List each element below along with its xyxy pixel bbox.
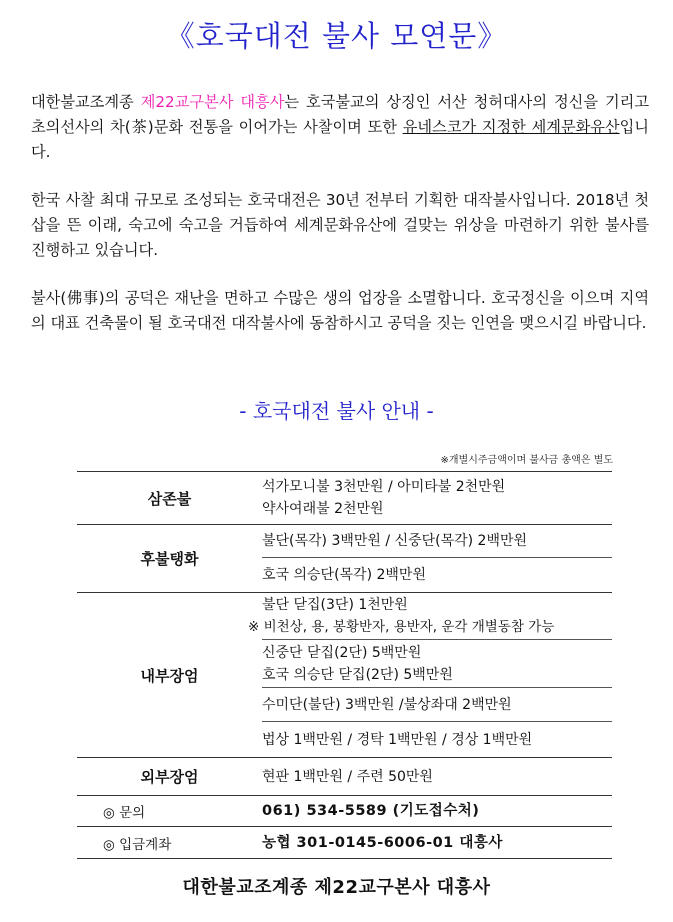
category-oebu: 외부장엄 [77, 758, 262, 796]
intro-paragraph-2: 한국 사찰 최대 규모로 조성되는 호국대전은 30년 전부터 기획한 대작불사입니다. 2018년 첫 삽을 뜬 이래, 숙고에 숙고을 거듭하여 세계문화유산에 걸맞는 위상을 마련하기 위한 불사를 진행하고 있습니다. [31, 191, 649, 259]
table-row [77, 758, 612, 796]
intro-text [31, 90, 649, 359]
table-row [77, 827, 612, 859]
guide-heading: - 호국대전 불사 안내 - [239, 399, 434, 423]
samjonbul-line-2: 약사여래불 2천만원 [262, 501, 384, 517]
table-row [77, 472, 612, 525]
naebu-item-2 [262, 640, 612, 688]
category-naebu: 내부장엄 [77, 593, 262, 758]
naebu-item-1-main: 불단 닫집(3단) 1천만원 [262, 597, 408, 613]
naebu-item-1 [248, 593, 612, 640]
donation-table [77, 471, 612, 859]
account-number: 농협 301-0145-6006-01 대흥사 [262, 827, 612, 859]
amount-note: ※개별시주금액이며 불사금 총액은 별도 [440, 455, 613, 466]
intro-p1-body: 는 호국불교의 상징인 서산 청허대사의 정신을 기리고 초의선사의 차(茶)문화 전통을 이어가는 사찰이며 또한 [31, 93, 650, 136]
samjonbul-items [262, 472, 612, 525]
naebu-item-4: 법상 1백만원 / 경탁 1백만원 / 경상 1백만원 [262, 722, 612, 758]
account-label: ◎ 입금계좌 [77, 827, 262, 859]
naebu-item-1-note: ※ 비천상, 용, 봉황반자, 용반자, 운각 개별동참 가능 [248, 619, 555, 635]
intro-paragraph-3: 불사(佛事)의 공덕은 재난을 면하고 수많은 생의 업장을 소멸합니다. 호국정신을 이으며 지역의 대표 건축물이 될 호국대전 대작불사에 동참하시고 공덕을 짓는 인연을 맺으시길 바랍니다. [31, 289, 649, 332]
page-title: 《호국대전 불사 모연문》 [165, 19, 508, 53]
table-row [77, 796, 612, 827]
intro-paragraph-1 [31, 90, 649, 165]
footer-signature: 대한불교조계종 제22교구본사 대흥사 [182, 877, 491, 898]
naebu-item-2-line-2: 호국 의승단 닫집(2단) 5백만원 [262, 666, 453, 683]
naebu-item-2-line-1: 신중단 닫집(2단) 5백만원 [262, 644, 422, 661]
hubul-item-1: 불단(목각) 3백만원 / 신중단(목각) 2백만원 [262, 525, 612, 558]
inquiry-phone: 061) 534-5589 (기도접수처) [262, 796, 612, 827]
intro-p1-unesco: 유네스코가 지정한 세계문화유산 [402, 118, 620, 136]
naebu-item-3: 수미단(불단) 3백만원 /불상좌대 2백만원 [262, 688, 612, 722]
table-row [77, 593, 612, 640]
category-samjonbul: 삼존불 [77, 472, 262, 525]
table-row [77, 525, 612, 558]
intro-p1-order: 대한불교조계종 [31, 93, 141, 111]
intro-p1-temple: 제22교구본사 대흥사 [140, 93, 285, 111]
hubul-item-2: 호국 의승단(목각) 2백만원 [262, 558, 612, 593]
intro-p1-end: 입니다. [31, 118, 649, 161]
category-hubul: 후불탱화 [77, 525, 262, 593]
inquiry-label: ◎ 문의 [77, 796, 262, 827]
oebu-item: 현판 1백만원 / 주련 50만원 [262, 758, 612, 796]
samjonbul-line-1: 석가모니불 3천만원 / 아미타불 2천만원 [262, 479, 506, 495]
